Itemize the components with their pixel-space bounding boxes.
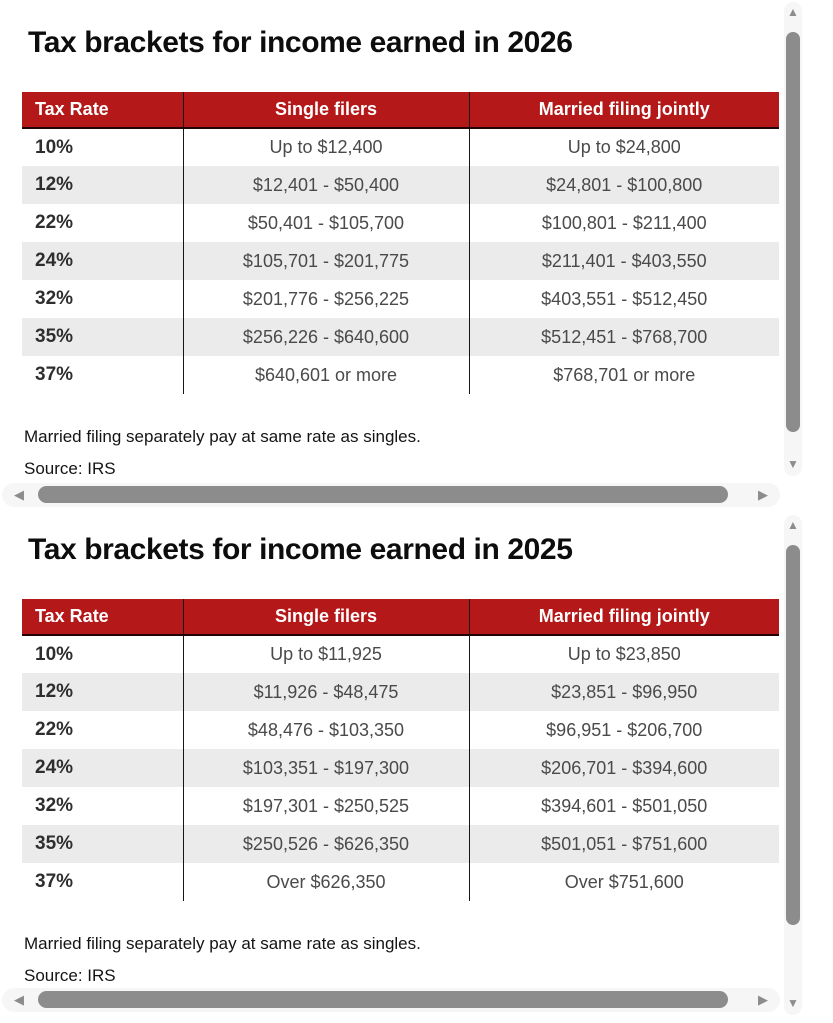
- table-row: [22, 863, 779, 901]
- rate-cell: 32%: [22, 787, 183, 825]
- horizontal-scrollbar-thumb[interactable]: [38, 991, 728, 1008]
- single-filers-cell: $640,601 or more: [183, 356, 469, 394]
- married-jointly-cell: $394,601 - $501,050: [469, 787, 779, 825]
- married-jointly-cell: Up to $24,800: [469, 128, 779, 166]
- source-credit: Source: IRS: [24, 459, 116, 478]
- scroll-left-icon[interactable]: ◀: [14, 992, 24, 1007]
- table-row: [22, 711, 779, 749]
- rate-cell: 35%: [22, 825, 183, 863]
- tax-brackets-2025-section: [0, 507, 833, 1023]
- footnote: Married filing separately pay at same rate as singles.: [24, 934, 421, 953]
- rate-cell: 10%: [22, 635, 183, 673]
- column-header-single-filers: Single filers: [183, 92, 469, 128]
- rate-cell: 37%: [22, 356, 183, 394]
- married-jointly-cell: $24,801 - $100,800: [469, 166, 779, 204]
- single-filers-cell: $11,926 - $48,475: [183, 673, 469, 711]
- single-filers-cell: $103,351 - $197,300: [183, 749, 469, 787]
- single-filers-cell: $201,776 - $256,225: [183, 280, 469, 318]
- rate-cell: 22%: [22, 204, 183, 242]
- tax-brackets-2026-section: [0, 0, 833, 507]
- vertical-scrollbar-thumb[interactable]: [786, 32, 800, 432]
- scroll-up-icon[interactable]: ▲: [787, 518, 799, 532]
- table-header-row: [22, 92, 779, 128]
- table-row: [22, 280, 779, 318]
- single-filers-cell: $250,526 - $626,350: [183, 825, 469, 863]
- table-row: [22, 787, 779, 825]
- married-jointly-cell: $768,701 or more: [469, 356, 779, 394]
- married-jointly-cell: $403,551 - $512,450: [469, 280, 779, 318]
- rate-cell: 37%: [22, 863, 183, 901]
- table-row: [22, 204, 779, 242]
- scroll-right-icon[interactable]: ▶: [758, 487, 768, 502]
- single-filers-cell: $12,401 - $50,400: [183, 166, 469, 204]
- vertical-scrollbar[interactable]: [784, 515, 802, 1015]
- table-row: [22, 356, 779, 394]
- column-header-single-filers: Single filers: [183, 599, 469, 635]
- table-row: [22, 166, 779, 204]
- footnote: Married filing separately pay at same rate as singles.: [24, 427, 421, 446]
- married-jointly-cell: $100,801 - $211,400: [469, 204, 779, 242]
- source-credit: Source: IRS: [24, 966, 116, 985]
- page-title: Tax brackets for income earned in 2025: [28, 533, 573, 566]
- vertical-scrollbar[interactable]: [784, 2, 802, 476]
- table-row: [22, 318, 779, 356]
- horizontal-scrollbar-thumb[interactable]: [38, 486, 728, 503]
- table-row: [22, 749, 779, 787]
- page-title: Tax brackets for income earned in 2026: [28, 26, 573, 59]
- single-filers-cell: Up to $12,400: [183, 128, 469, 166]
- column-header-married-jointly: Married filing jointly: [469, 92, 779, 128]
- table-row: [22, 242, 779, 280]
- scroll-down-icon[interactable]: ▼: [787, 996, 799, 1010]
- scroll-down-icon[interactable]: ▼: [787, 457, 799, 471]
- single-filers-cell: Up to $11,925: [183, 635, 469, 673]
- tax-brackets-2025-table: [22, 599, 779, 901]
- rate-cell: 12%: [22, 673, 183, 711]
- married-jointly-cell: Over $751,600: [469, 863, 779, 901]
- tax-brackets-2026-table: [22, 92, 779, 394]
- scroll-right-icon[interactable]: ▶: [758, 992, 768, 1007]
- married-jointly-cell: Up to $23,850: [469, 635, 779, 673]
- married-jointly-cell: $206,701 - $394,600: [469, 749, 779, 787]
- married-jointly-cell: $23,851 - $96,950: [469, 673, 779, 711]
- rate-cell: 12%: [22, 166, 183, 204]
- rate-cell: 32%: [22, 280, 183, 318]
- vertical-scrollbar-thumb[interactable]: [786, 545, 800, 925]
- column-header-married-jointly: Married filing jointly: [469, 599, 779, 635]
- married-jointly-cell: $501,051 - $751,600: [469, 825, 779, 863]
- table-header-row: [22, 599, 779, 635]
- scroll-up-icon[interactable]: ▲: [787, 5, 799, 19]
- rate-cell: 35%: [22, 318, 183, 356]
- married-jointly-cell: $211,401 - $403,550: [469, 242, 779, 280]
- table-row: [22, 128, 779, 166]
- rate-cell: 22%: [22, 711, 183, 749]
- rate-cell: 10%: [22, 128, 183, 166]
- rate-cell: 24%: [22, 749, 183, 787]
- married-jointly-cell: $512,451 - $768,700: [469, 318, 779, 356]
- single-filers-cell: Over $626,350: [183, 863, 469, 901]
- single-filers-cell: $50,401 - $105,700: [183, 204, 469, 242]
- table-row: [22, 673, 779, 711]
- horizontal-scrollbar[interactable]: [2, 988, 780, 1012]
- table-row: [22, 635, 779, 673]
- column-header-tax-rate: Tax Rate: [22, 92, 183, 128]
- single-filers-cell: $256,226 - $640,600: [183, 318, 469, 356]
- scroll-left-icon[interactable]: ◀: [14, 487, 24, 502]
- single-filers-cell: $48,476 - $103,350: [183, 711, 469, 749]
- rate-cell: 24%: [22, 242, 183, 280]
- single-filers-cell: $197,301 - $250,525: [183, 787, 469, 825]
- table-row: [22, 825, 779, 863]
- column-header-tax-rate: Tax Rate: [22, 599, 183, 635]
- married-jointly-cell: $96,951 - $206,700: [469, 711, 779, 749]
- single-filers-cell: $105,701 - $201,775: [183, 242, 469, 280]
- horizontal-scrollbar[interactable]: [2, 483, 780, 507]
